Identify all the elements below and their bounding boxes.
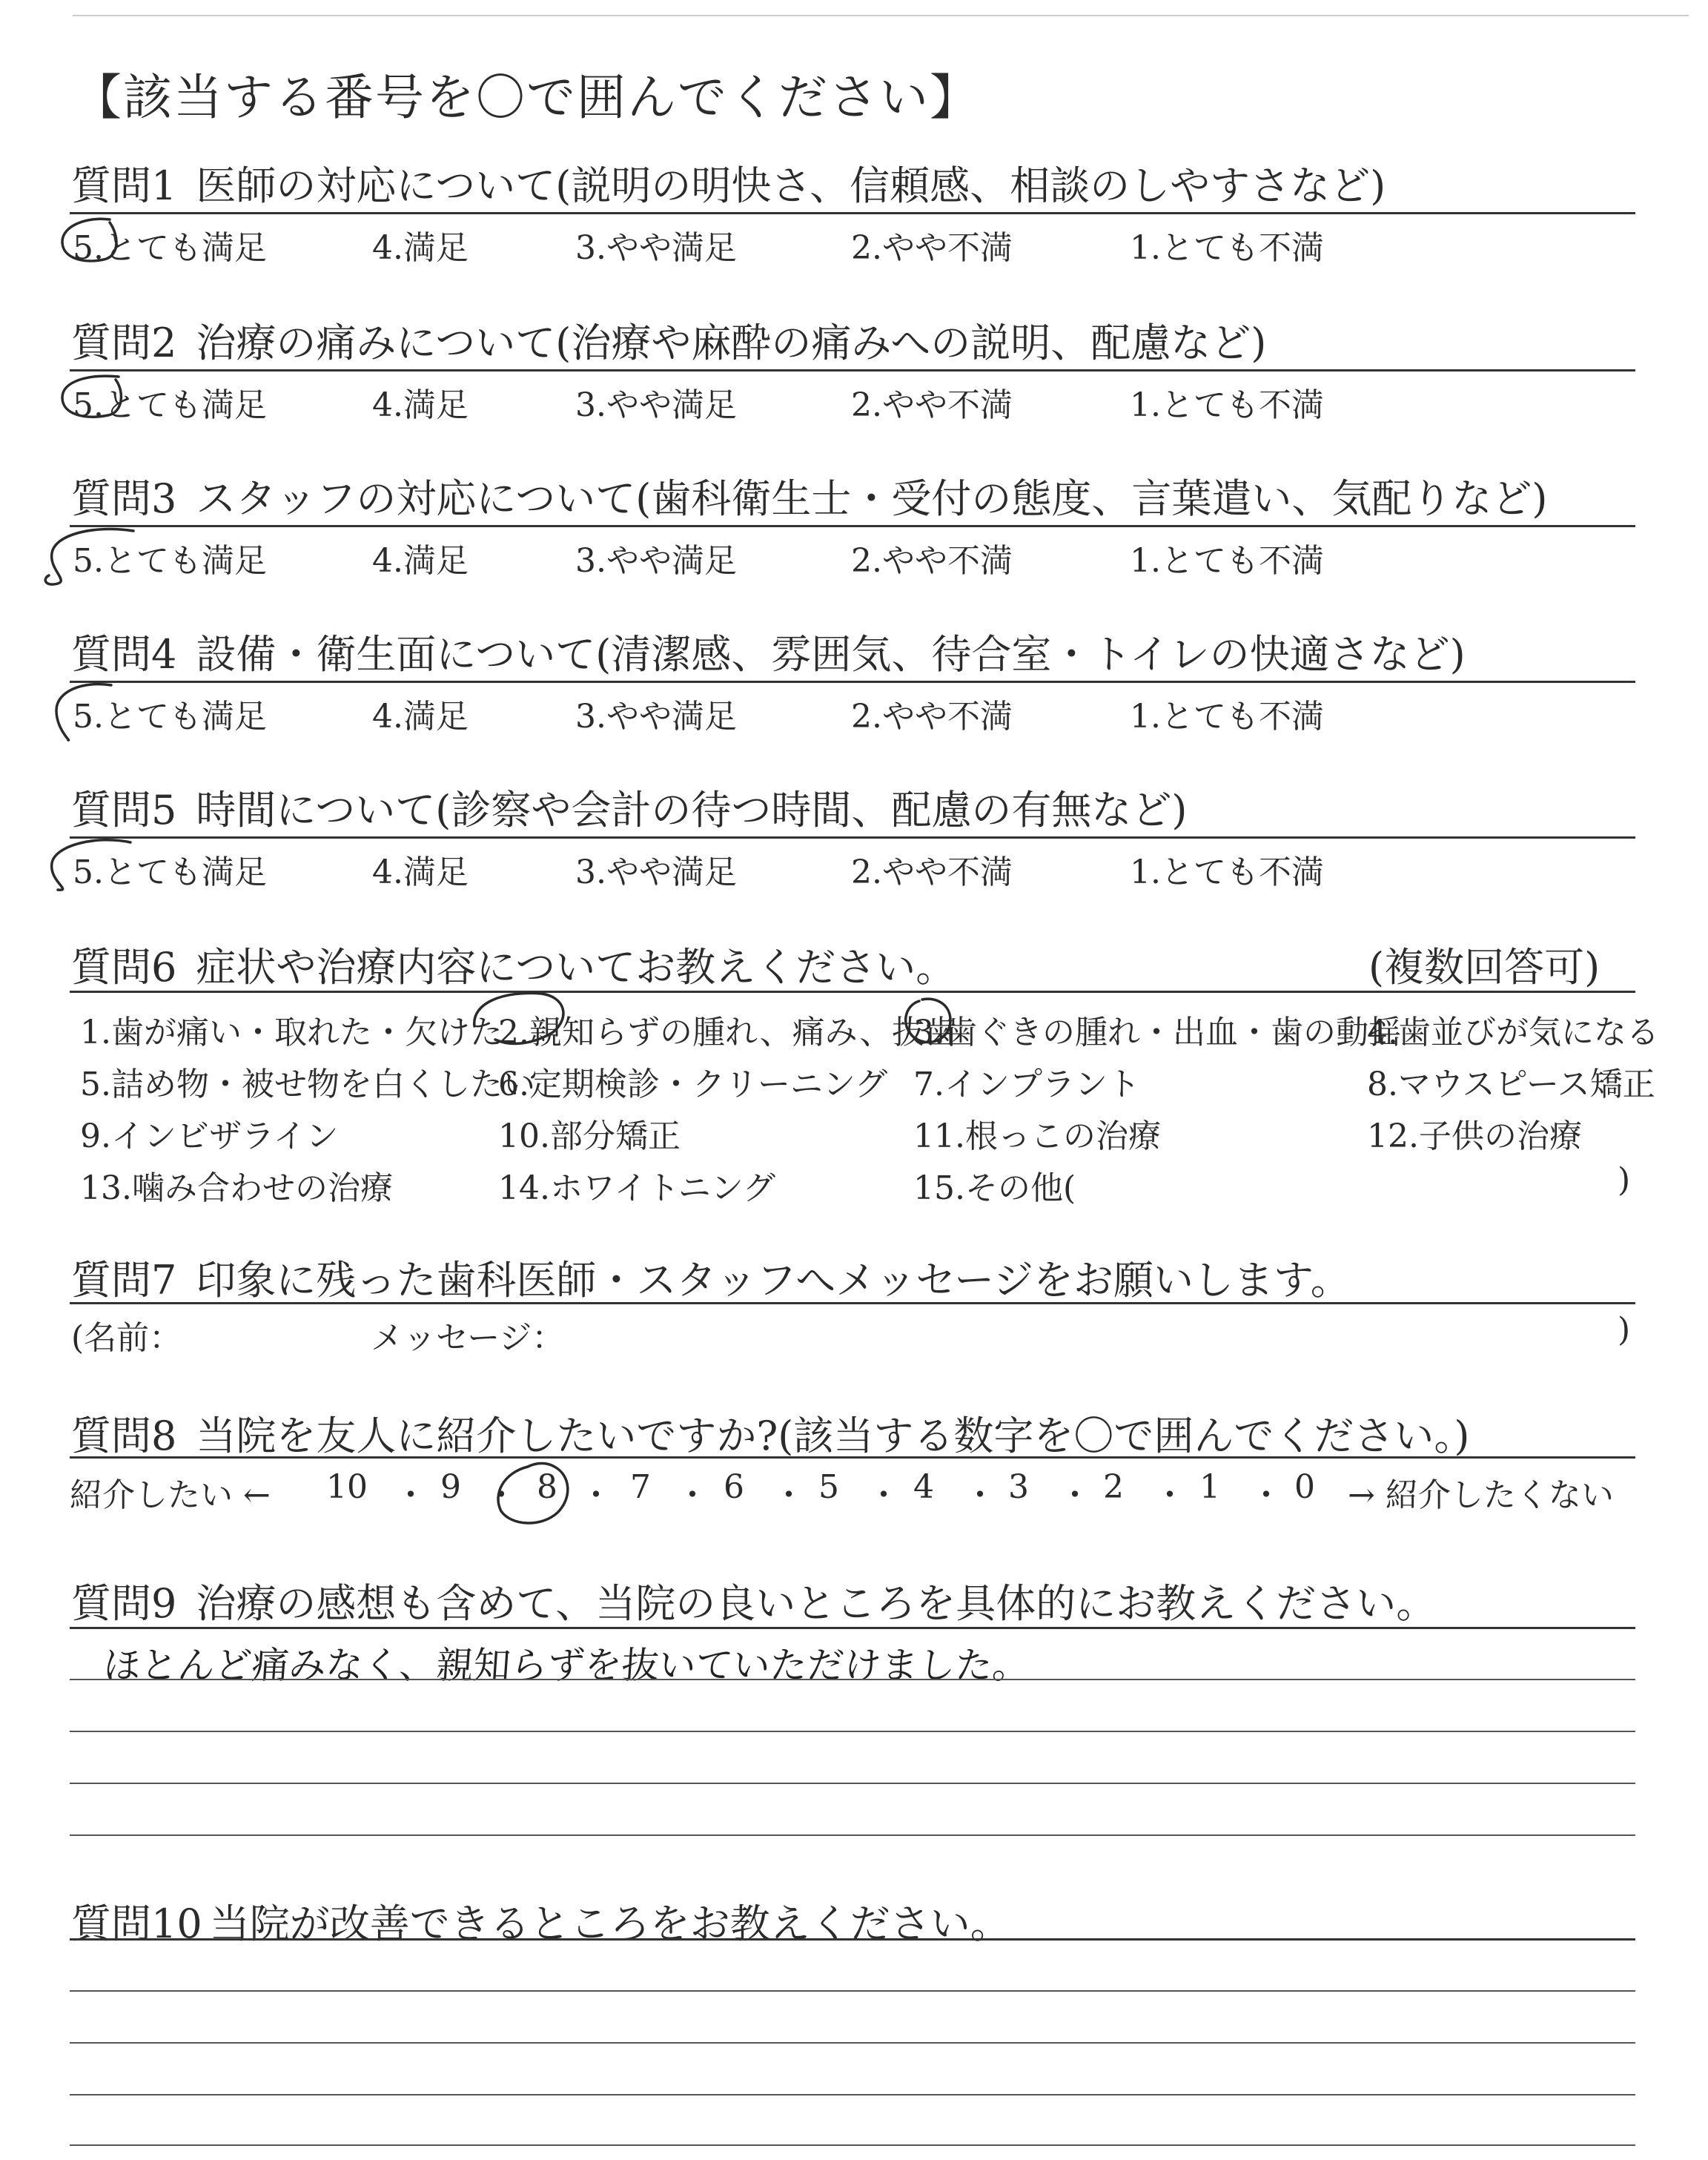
symptom-item[interactable]: 10.部分矯正 xyxy=(498,1117,681,1155)
question-text: 時間について(診察や会計の待つ時間、配慮の有無など) xyxy=(196,787,1188,833)
multiple-answer-note: (複数回答可) xyxy=(1368,944,1601,991)
other-close-paren: ) xyxy=(1618,1161,1631,1199)
symptom-item[interactable]: 2.親知らずの腫れ、痛み、抜歯 xyxy=(498,1014,958,1051)
answer-line xyxy=(70,1783,1635,1784)
option-5[interactable]: 5.とても満足 xyxy=(73,853,267,891)
symptom-item[interactable]: 9.インビザライン xyxy=(80,1117,339,1155)
message-close-paren: ) xyxy=(1618,1311,1631,1349)
option-3[interactable]: 3.やや満足 xyxy=(575,229,737,267)
question-text: 印象に残った歯科医師・スタッフへメッセージをお願いします。 xyxy=(196,1257,1351,1304)
divider xyxy=(70,991,1635,993)
answer-line xyxy=(70,2144,1635,2146)
name-field-label[interactable]: (名前： xyxy=(71,1319,182,1357)
symptom-item[interactable]: 3.歯ぐきの腫れ・出血・歯の動揺 xyxy=(913,1014,1401,1051)
scale-dot: ・ xyxy=(1059,1476,1091,1514)
scale-6[interactable]: 6 xyxy=(724,1468,744,1506)
divider xyxy=(70,836,1635,839)
answer-line xyxy=(70,1990,1635,1992)
divider xyxy=(70,681,1635,683)
question-label: 質問10 xyxy=(71,1900,202,1947)
recommend-left-label: 紹介したい ← xyxy=(70,1476,271,1514)
divider xyxy=(70,1938,1635,1941)
scale-dot: ・ xyxy=(580,1476,612,1514)
page-title: 【該当する番号を〇で囲んでください】 xyxy=(73,69,980,126)
scale-1[interactable]: 1 xyxy=(1199,1468,1220,1506)
scale-dot: ・ xyxy=(867,1476,900,1514)
divider xyxy=(70,1302,1635,1304)
scale-dot: ・ xyxy=(485,1476,517,1514)
question-text: スタッフの対応について(歯科衛生士・受付の態度、言葉遣い、気配りなど) xyxy=(196,475,1548,522)
question-text: 治療の痛みについて(治療や麻酔の痛みへの説明、配慮など) xyxy=(196,320,1267,366)
option-4[interactable]: 4.満足 xyxy=(372,386,469,424)
question-label: 質問9 xyxy=(71,1580,177,1627)
question-text: 治療の感想も含めて、当院の良いところを具体的にお教えください。 xyxy=(196,1580,1437,1627)
scale-dot: ・ xyxy=(772,1476,805,1514)
symptom-item[interactable]: 13.噛み合わせの治療 xyxy=(80,1169,393,1207)
symptom-item-other[interactable]: 15.その他( xyxy=(913,1169,1076,1207)
symptom-item[interactable]: 11.根っこの治療 xyxy=(913,1117,1161,1155)
answer-line xyxy=(70,1731,1635,1732)
scale-2[interactable]: 2 xyxy=(1103,1468,1124,1506)
scale-dot: ・ xyxy=(1153,1476,1186,1514)
answer-line xyxy=(70,1679,1635,1680)
question-text: 症状や治療内容についてお教えください。 xyxy=(196,944,956,991)
answer-line xyxy=(70,2094,1635,2095)
scale-3[interactable]: 3 xyxy=(1008,1468,1029,1506)
message-field-label[interactable]: メッセージ： xyxy=(371,1319,565,1357)
symptom-item[interactable]: 14.ホワイトニング xyxy=(498,1169,776,1207)
top-border xyxy=(73,15,1689,16)
handwritten-answer[interactable]: ほとんど痛みなく、親知らずを抜いていただけました。 xyxy=(102,1644,1031,1687)
option-3[interactable]: 3.やや満足 xyxy=(575,386,737,424)
scale-0[interactable]: 0 xyxy=(1294,1468,1315,1506)
scale-dot: ・ xyxy=(964,1476,996,1514)
question-text: 当院を友人に紹介したいですか?(該当する数字を〇で囲んでください。) xyxy=(196,1413,1470,1459)
question-label: 質問5 xyxy=(71,787,177,833)
option-2[interactable]: 2.やや不満 xyxy=(851,853,1013,891)
option-1[interactable]: 1.とても不満 xyxy=(1130,229,1324,267)
scale-9[interactable]: 9 xyxy=(440,1468,461,1506)
option-4[interactable]: 4.満足 xyxy=(372,542,469,580)
option-5[interactable]: 5.とても満足 xyxy=(73,542,267,580)
question-label: 質問6 xyxy=(71,944,177,991)
option-4[interactable]: 4.満足 xyxy=(372,698,469,736)
answer-line xyxy=(70,1834,1635,1836)
option-3[interactable]: 3.やや満足 xyxy=(575,542,737,580)
scale-dot: ・ xyxy=(1250,1476,1282,1514)
scale-8[interactable]: 8 xyxy=(537,1468,557,1506)
option-1[interactable]: 1.とても不満 xyxy=(1130,542,1324,580)
symptom-item[interactable]: 8.マウスピース矯正 xyxy=(1367,1066,1655,1103)
scale-4[interactable]: 4 xyxy=(913,1468,934,1506)
question-text: 設備・衛生面について(清潔感、雰囲気、待合室・トイレの快適さなど) xyxy=(196,631,1466,678)
scale-dot: ・ xyxy=(394,1476,427,1514)
scale-10[interactable]: 10 xyxy=(326,1468,368,1506)
symptom-item[interactable]: 12.子供の治療 xyxy=(1367,1117,1582,1155)
answer-line xyxy=(70,2042,1635,2044)
option-4[interactable]: 4.満足 xyxy=(372,853,469,891)
option-2[interactable]: 2.やや不満 xyxy=(851,386,1013,424)
option-2[interactable]: 2.やや不満 xyxy=(851,698,1013,736)
option-4[interactable]: 4.満足 xyxy=(372,229,469,267)
divider xyxy=(70,212,1635,214)
symptom-item[interactable]: 7.インプラント xyxy=(913,1066,1140,1103)
symptom-item[interactable]: 5.詰め物・被せ物を白くしたい xyxy=(80,1066,535,1103)
question-label: 質問3 xyxy=(71,475,177,522)
option-1[interactable]: 1.とても不満 xyxy=(1130,386,1324,424)
option-2[interactable]: 2.やや不満 xyxy=(851,542,1013,580)
option-1[interactable]: 1.とても不満 xyxy=(1130,853,1324,891)
symptom-item[interactable]: 6.定期検診・クリーニング xyxy=(498,1066,888,1103)
question-label: 質問7 xyxy=(71,1257,177,1304)
divider xyxy=(70,1627,1635,1629)
option-5[interactable]: 5.とても満足 xyxy=(73,698,267,736)
question-label: 質問8 xyxy=(71,1413,177,1459)
divider xyxy=(70,525,1635,527)
scale-dot: ・ xyxy=(676,1476,709,1514)
question-text: 医師の対応について(説明の明快さ、信頼感、相談のしやすさなど) xyxy=(196,162,1386,209)
recommend-right-label: → 紹介したくない xyxy=(1348,1476,1614,1514)
symptom-item[interactable]: 1.歯が痛い・取れた・欠けた xyxy=(80,1014,503,1051)
option-2[interactable]: 2.やや不満 xyxy=(851,229,1013,267)
option-1[interactable]: 1.とても不満 xyxy=(1130,698,1324,736)
question-label: 質問2 xyxy=(71,320,177,366)
option-5[interactable]: 5.とても満足 xyxy=(73,229,267,267)
divider xyxy=(70,369,1635,371)
scale-7[interactable]: 7 xyxy=(630,1468,651,1506)
question-label: 質問4 xyxy=(71,631,177,678)
question-label: 質問1 xyxy=(71,162,177,209)
option-5[interactable]: 5.とても満足 xyxy=(73,386,267,424)
question-text: 当院が改善できるところをお教えください。 xyxy=(209,1900,1010,1947)
option-3[interactable]: 3.やや満足 xyxy=(575,853,737,891)
divider xyxy=(70,1456,1635,1459)
symptom-item[interactable]: 4.歯並びが気になる xyxy=(1367,1014,1659,1051)
option-3[interactable]: 3.やや満足 xyxy=(575,698,737,736)
scale-5[interactable]: 5 xyxy=(818,1468,839,1506)
